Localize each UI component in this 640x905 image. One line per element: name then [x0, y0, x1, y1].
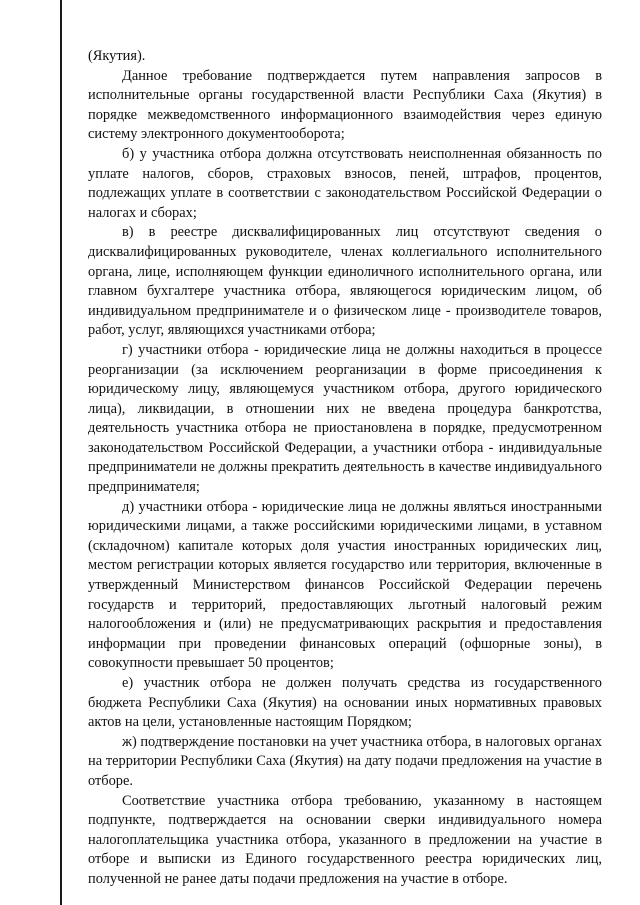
paragraph-continuation: (Якутия). [88, 48, 146, 64]
paragraph-item-v: в) в реестре дисквалифицированных лиц отсутствуют сведения о дисквалифицированных руководителе, членах коллегиального исполнительного органа, лице, исполняющем функции единоличного исполнительного органа, или главном бухгалтере участника отбора, являющегося юридическим лицом, об индивидуальном предпринимателе и о физическом лице - производителе товаров, работ, услуг, являющихся участниками отбора; [88, 224, 602, 339]
paragraph-item-d: д) участники отбора - юридические лица не должны являться иностранными юридическими лицами, а также российскими юридическими лицами, в уставном (складочном) капитале которых доля участия иностранных юридических лиц, местом регистрации которых является государство или территория, включенные в утвержденный Министерством финансов Российской Федерации перечень государств и территорий, предоставляющих льготный налоговый режим налогообложения и (или) не предусматривающих раскрытия и предоставления информации при проведении финансовых операций (офшорные зоны), в совокупности превышает 50 процентов; [88, 498, 602, 672]
page-margin-rule [60, 0, 62, 905]
paragraph-item-e: е) участник отбора не должен получать средства из государственного бюджета Республики Саха (Якутия) на основании иных нормативных правовых актов на цели, установленные настоящим Порядком; [88, 675, 602, 731]
paragraph-item-b: б) у участника отбора должна отсутствовать неисполненная обязанность по уплате налогов, сборов, страховых взносов, пеней, штрафов, процентов, подлежащих уплате в соответствии с законодательством Российской Федерации о налогах и сборах; [88, 145, 602, 221]
paragraph-item-zh: ж) подтверждение постановки на учет участника отбора, в налоговых органах на территории Республики Саха (Якутия) на дату подачи предложения на участие в отборе. [88, 733, 602, 789]
document-body [88, 47, 602, 890]
paragraph-compliance: Соответствие участника отбора требованию, указанному в настоящем подпункте, подтверждается на основании сверки индивидуального номера налогоплательщика участника отбора, указанного в предложении на участие в отборе и выписки из Единого государственного реестра юридических лиц, полученной не ранее даты подачи предложения на участие в отборе. [88, 792, 602, 887]
paragraph-item-g: г) участники отбора - юридические лица не должны находиться в процессе реорганизации (за исключением реорганизации в форме присоединения к юридическому лицу, являющемуся участником отбора, другого юридического лица), ликвидации, в отношении них не введена процедура банкротства, деятельность участника отбора не приостановлена в порядке, предусмотренном законодательством Российской Федерации, а участники отбора - индивидуальные предприниматели не должны прекратить деятельность в качестве индивидуального предпринимателя; [88, 341, 602, 496]
paragraph-verification-note: Данное требование подтверждается путем направления запросов в исполнительные органы государственной власти Республики Саха (Якутия) в порядке межведомственного информационного взаимодействия через единую систему электронного документооборота; [88, 67, 602, 143]
